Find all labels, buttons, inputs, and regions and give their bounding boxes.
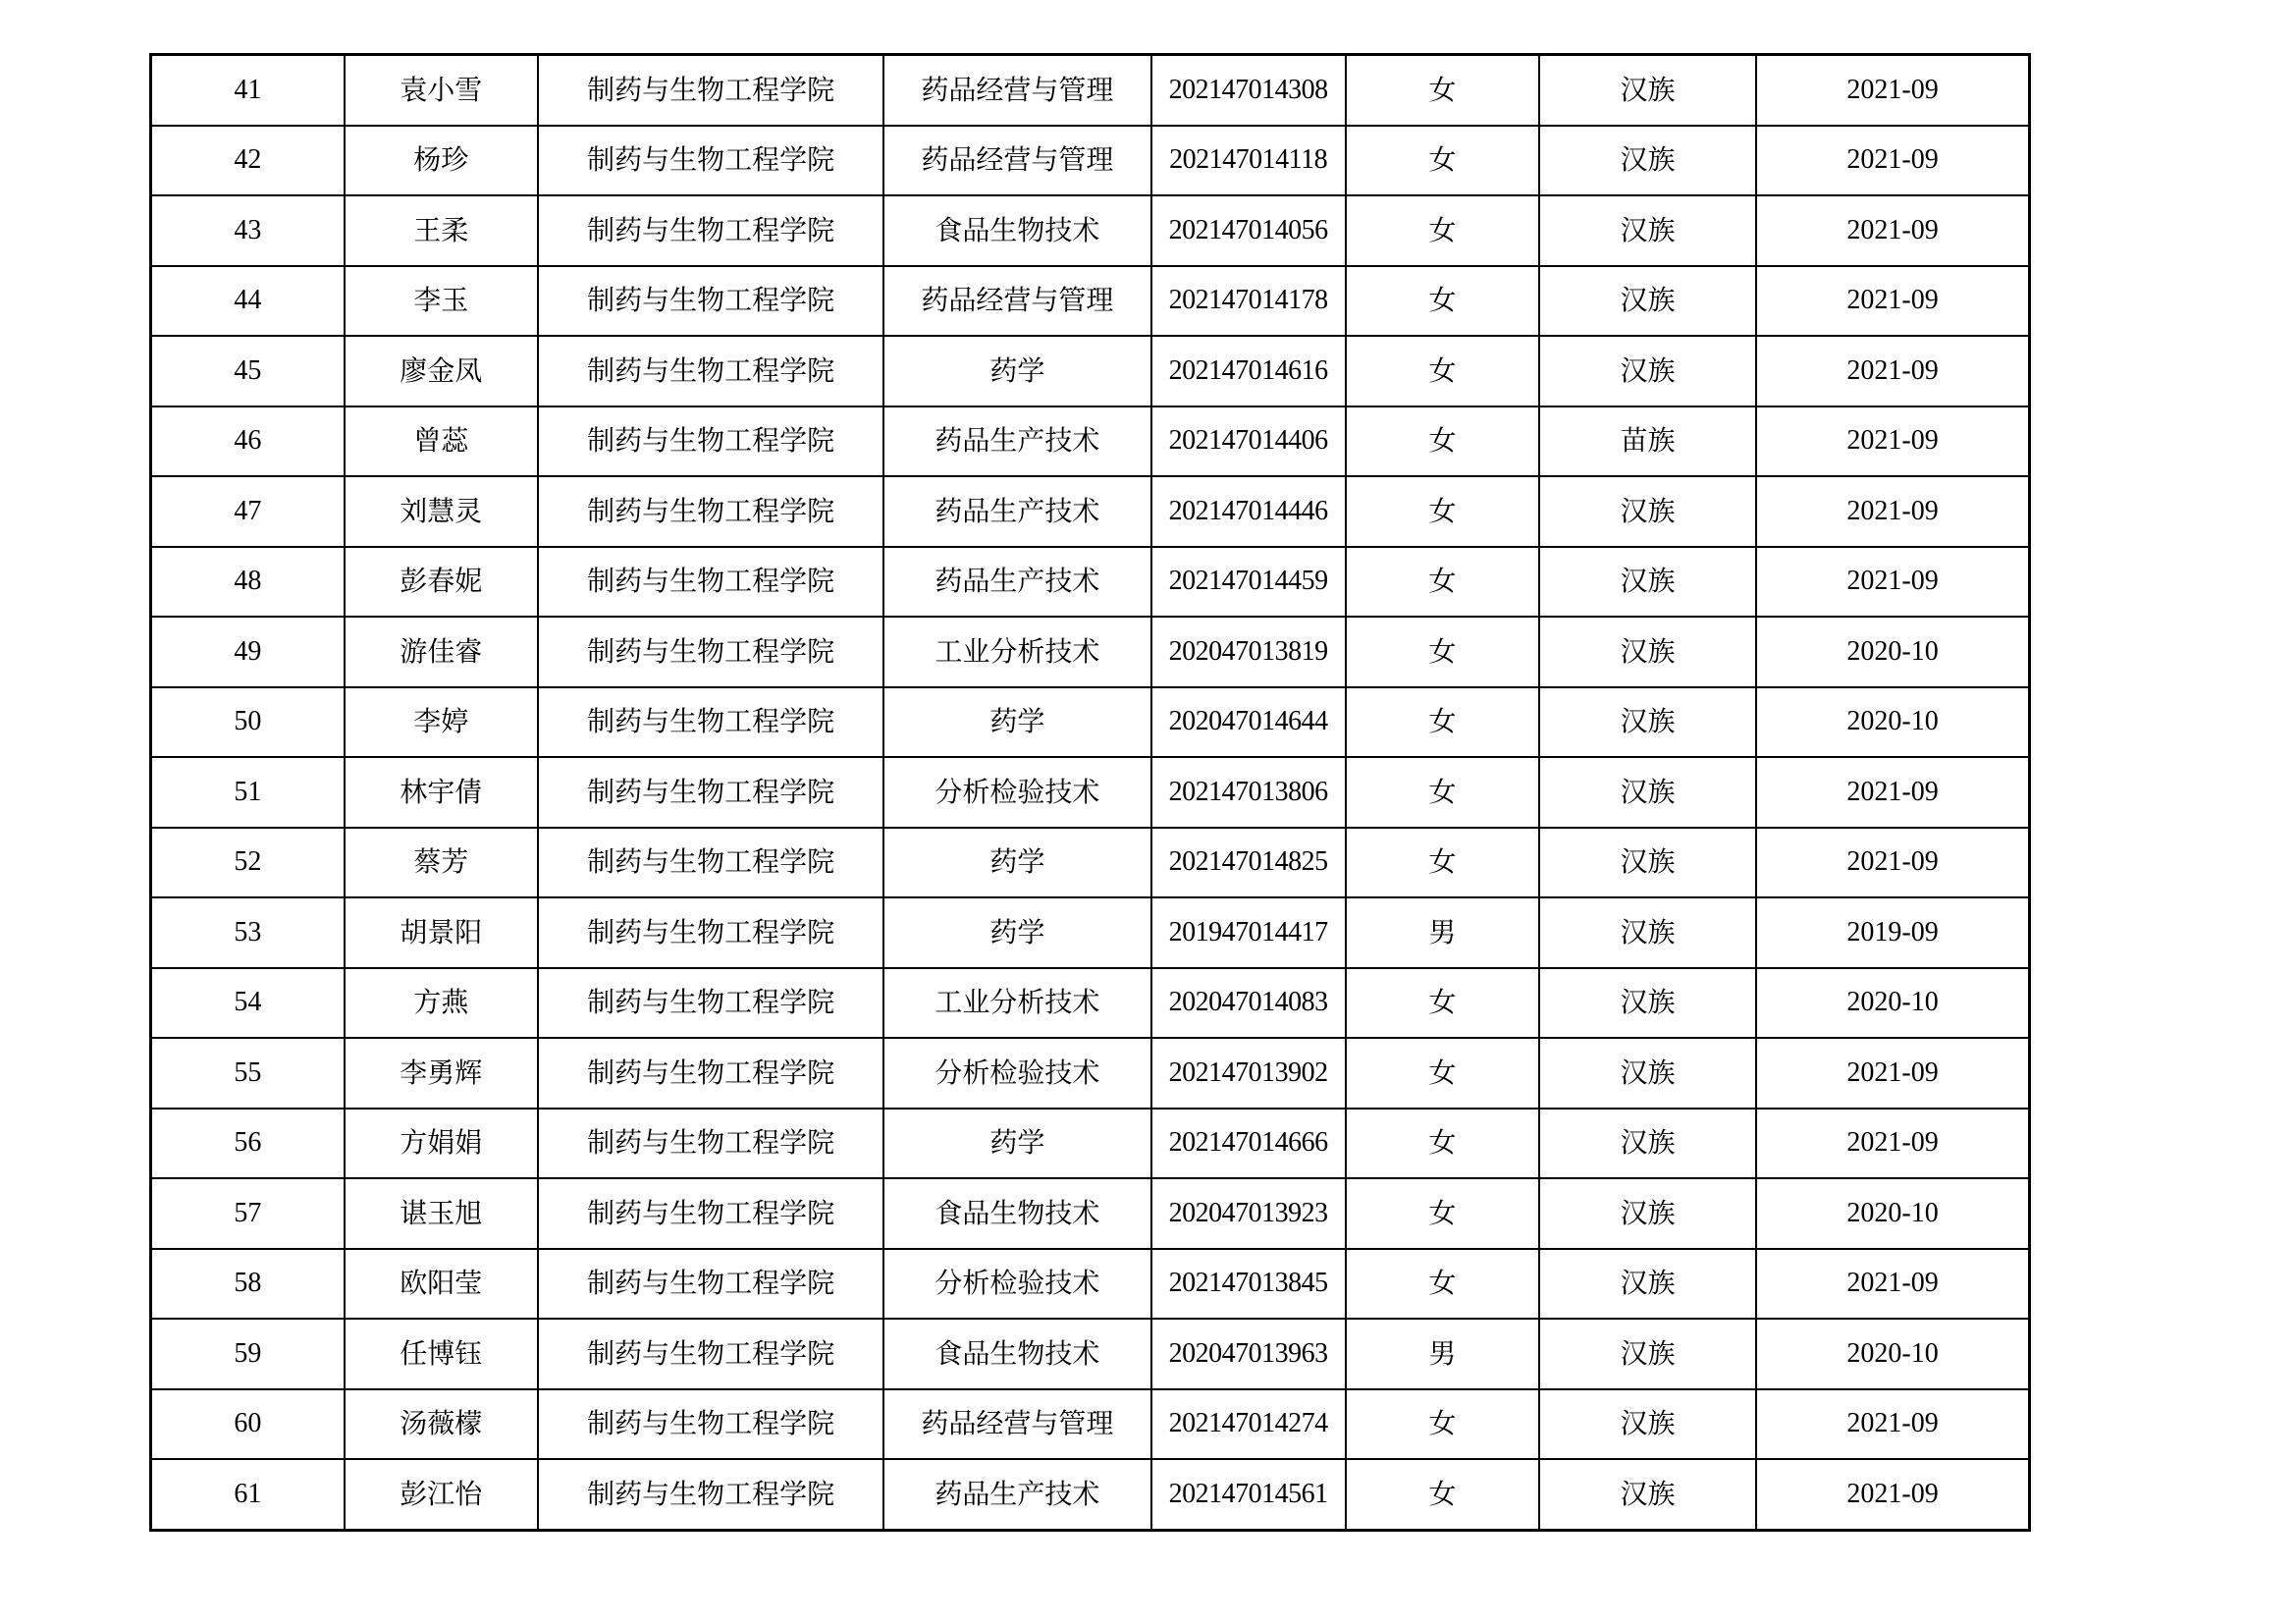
name-cell: 方娟娟 [345, 1109, 538, 1179]
enrollment-date-cell: 2021-09 [1756, 1249, 2029, 1320]
gender-cell: 女 [1346, 687, 1539, 758]
student-roster-table [149, 53, 2031, 1532]
student-id-cell: 202147014056 [1151, 195, 1346, 266]
major-cell: 药品经营与管理 [883, 55, 1150, 126]
row-number-cell: 52 [151, 828, 345, 898]
enrollment-date-cell: 2021-09 [1756, 266, 2029, 337]
row-number-cell: 58 [151, 1249, 345, 1320]
major-cell: 药品经营与管理 [883, 1389, 1150, 1460]
enrollment-date-cell: 2021-09 [1756, 1038, 2029, 1109]
name-cell: 李玉 [345, 266, 538, 337]
row-number-cell: 48 [151, 547, 345, 618]
table-row [151, 757, 2030, 828]
college-cell: 制药与生物工程学院 [538, 195, 883, 266]
gender-cell: 女 [1346, 336, 1539, 406]
student-id-cell: 202047013963 [1151, 1319, 1346, 1389]
table-row [151, 406, 2030, 477]
row-number-cell: 50 [151, 687, 345, 758]
major-cell: 分析检验技术 [883, 757, 1150, 828]
gender-cell: 女 [1346, 547, 1539, 618]
enrollment-date-cell: 2021-09 [1756, 757, 2029, 828]
major-cell: 食品生物技术 [883, 1178, 1150, 1249]
row-number-cell: 60 [151, 1389, 345, 1460]
gender-cell: 女 [1346, 55, 1539, 126]
ethnicity-cell: 汉族 [1539, 547, 1756, 618]
table-row [151, 1038, 2030, 1109]
ethnicity-cell: 苗族 [1539, 406, 1756, 477]
ethnicity-cell: 汉族 [1539, 968, 1756, 1039]
gender-cell: 男 [1346, 897, 1539, 968]
row-number-cell: 42 [151, 126, 345, 196]
college-cell: 制药与生物工程学院 [538, 406, 883, 477]
major-cell: 分析检验技术 [883, 1038, 1150, 1109]
row-number-cell: 46 [151, 406, 345, 477]
enrollment-date-cell: 2020-10 [1756, 1178, 2029, 1249]
name-cell: 刘慧灵 [345, 476, 538, 547]
row-number-cell: 61 [151, 1459, 345, 1530]
gender-cell: 女 [1346, 1459, 1539, 1530]
table-row [151, 1389, 2030, 1460]
college-cell: 制药与生物工程学院 [538, 126, 883, 196]
gender-cell: 女 [1346, 1178, 1539, 1249]
gender-cell: 男 [1346, 1319, 1539, 1389]
gender-cell: 女 [1346, 757, 1539, 828]
table-row [151, 1319, 2030, 1389]
major-cell: 药学 [883, 336, 1150, 406]
ethnicity-cell: 汉族 [1539, 687, 1756, 758]
enrollment-date-cell: 2021-09 [1756, 126, 2029, 196]
student-id-cell: 202147014308 [1151, 55, 1346, 126]
name-cell: 李婷 [345, 687, 538, 758]
college-cell: 制药与生物工程学院 [538, 757, 883, 828]
row-number-cell: 44 [151, 266, 345, 337]
major-cell: 药品经营与管理 [883, 126, 1150, 196]
ethnicity-cell: 汉族 [1539, 1389, 1756, 1460]
row-number-cell: 55 [151, 1038, 345, 1109]
table-row [151, 828, 2030, 898]
student-id-cell: 202147013902 [1151, 1038, 1346, 1109]
major-cell: 工业分析技术 [883, 617, 1150, 687]
row-number-cell: 53 [151, 897, 345, 968]
name-cell: 林宇倩 [345, 757, 538, 828]
enrollment-date-cell: 2021-09 [1756, 406, 2029, 477]
major-cell: 工业分析技术 [883, 968, 1150, 1039]
major-cell: 药品生产技术 [883, 1459, 1150, 1530]
gender-cell: 女 [1346, 126, 1539, 196]
name-cell: 彭江怡 [345, 1459, 538, 1530]
major-cell: 药品生产技术 [883, 406, 1150, 477]
enrollment-date-cell: 2021-09 [1756, 195, 2029, 266]
major-cell: 食品生物技术 [883, 195, 1150, 266]
student-id-cell: 202147014118 [1151, 126, 1346, 196]
ethnicity-cell: 汉族 [1539, 1038, 1756, 1109]
enrollment-date-cell: 2020-10 [1756, 687, 2029, 758]
student-id-cell: 201947014417 [1151, 897, 1346, 968]
college-cell: 制药与生物工程学院 [538, 476, 883, 547]
ethnicity-cell: 汉族 [1539, 1109, 1756, 1179]
college-cell: 制药与生物工程学院 [538, 1459, 883, 1530]
student-id-cell: 202147014274 [1151, 1389, 1346, 1460]
enrollment-date-cell: 2021-09 [1756, 1109, 2029, 1179]
student-id-cell: 202047014083 [1151, 968, 1346, 1039]
student-id-cell: 202147014178 [1151, 266, 1346, 337]
gender-cell: 女 [1346, 195, 1539, 266]
ethnicity-cell: 汉族 [1539, 336, 1756, 406]
row-number-cell: 51 [151, 757, 345, 828]
ethnicity-cell: 汉族 [1539, 195, 1756, 266]
major-cell: 药品生产技术 [883, 547, 1150, 618]
table-row [151, 617, 2030, 687]
college-cell: 制药与生物工程学院 [538, 897, 883, 968]
table-row [151, 266, 2030, 337]
major-cell: 药学 [883, 687, 1150, 758]
major-cell: 分析检验技术 [883, 1249, 1150, 1320]
table-row [151, 55, 2030, 126]
gender-cell: 女 [1346, 968, 1539, 1039]
table-row [151, 1249, 2030, 1320]
ethnicity-cell: 汉族 [1539, 617, 1756, 687]
ethnicity-cell: 汉族 [1539, 266, 1756, 337]
student-id-cell: 202147014406 [1151, 406, 1346, 477]
name-cell: 王柔 [345, 195, 538, 266]
row-number-cell: 54 [151, 968, 345, 1039]
table-row [151, 1178, 2030, 1249]
major-cell: 药品生产技术 [883, 476, 1150, 547]
major-cell: 食品生物技术 [883, 1319, 1150, 1389]
student-id-cell: 202147014666 [1151, 1109, 1346, 1179]
name-cell: 李勇辉 [345, 1038, 538, 1109]
ethnicity-cell: 汉族 [1539, 757, 1756, 828]
table-row [151, 968, 2030, 1039]
name-cell: 廖金凤 [345, 336, 538, 406]
ethnicity-cell: 汉族 [1539, 1178, 1756, 1249]
gender-cell: 女 [1346, 266, 1539, 337]
enrollment-date-cell: 2020-10 [1756, 968, 2029, 1039]
ethnicity-cell: 汉族 [1539, 55, 1756, 126]
gender-cell: 女 [1346, 1249, 1539, 1320]
enrollment-date-cell: 2021-09 [1756, 828, 2029, 898]
name-cell: 蔡芳 [345, 828, 538, 898]
row-number-cell: 47 [151, 476, 345, 547]
name-cell: 袁小雪 [345, 55, 538, 126]
college-cell: 制药与生物工程学院 [538, 1038, 883, 1109]
ethnicity-cell: 汉族 [1539, 1459, 1756, 1530]
college-cell: 制药与生物工程学院 [538, 968, 883, 1039]
name-cell: 欧阳莹 [345, 1249, 538, 1320]
row-number-cell: 56 [151, 1109, 345, 1179]
enrollment-date-cell: 2020-10 [1756, 617, 2029, 687]
name-cell: 游佳睿 [345, 617, 538, 687]
major-cell: 药学 [883, 828, 1150, 898]
row-number-cell: 49 [151, 617, 345, 687]
college-cell: 制药与生物工程学院 [538, 266, 883, 337]
college-cell: 制药与生物工程学院 [538, 547, 883, 618]
college-cell: 制药与生物工程学院 [538, 617, 883, 687]
name-cell: 胡景阳 [345, 897, 538, 968]
college-cell: 制药与生物工程学院 [538, 1319, 883, 1389]
college-cell: 制药与生物工程学院 [538, 1249, 883, 1320]
enrollment-date-cell: 2020-10 [1756, 1319, 2029, 1389]
enrollment-date-cell: 2021-09 [1756, 336, 2029, 406]
student-id-cell: 202147013806 [1151, 757, 1346, 828]
table-row [151, 336, 2030, 406]
name-cell: 彭春妮 [345, 547, 538, 618]
table-row [151, 687, 2030, 758]
gender-cell: 女 [1346, 828, 1539, 898]
college-cell: 制药与生物工程学院 [538, 1178, 883, 1249]
major-cell: 药品经营与管理 [883, 266, 1150, 337]
row-number-cell: 43 [151, 195, 345, 266]
table-row [151, 476, 2030, 547]
table-row [151, 126, 2030, 196]
student-id-cell: 202147014825 [1151, 828, 1346, 898]
row-number-cell: 59 [151, 1319, 345, 1389]
student-id-cell: 202047014644 [1151, 687, 1346, 758]
gender-cell: 女 [1346, 1389, 1539, 1460]
ethnicity-cell: 汉族 [1539, 126, 1756, 196]
name-cell: 谌玉旭 [345, 1178, 538, 1249]
row-number-cell: 41 [151, 55, 345, 126]
enrollment-date-cell: 2021-09 [1756, 1459, 2029, 1530]
college-cell: 制药与生物工程学院 [538, 1389, 883, 1460]
student-id-cell: 202147014616 [1151, 336, 1346, 406]
major-cell: 药学 [883, 897, 1150, 968]
enrollment-date-cell: 2019-09 [1756, 897, 2029, 968]
table-body [151, 55, 2030, 1531]
gender-cell: 女 [1346, 617, 1539, 687]
enrollment-date-cell: 2021-09 [1756, 547, 2029, 618]
name-cell: 杨珍 [345, 126, 538, 196]
table-row [151, 547, 2030, 618]
enrollment-date-cell: 2021-09 [1756, 55, 2029, 126]
enrollment-date-cell: 2021-09 [1756, 1389, 2029, 1460]
ethnicity-cell: 汉族 [1539, 897, 1756, 968]
ethnicity-cell: 汉族 [1539, 1249, 1756, 1320]
major-cell: 药学 [883, 1109, 1150, 1179]
gender-cell: 女 [1346, 1038, 1539, 1109]
name-cell: 方燕 [345, 968, 538, 1039]
name-cell: 曾蕊 [345, 406, 538, 477]
college-cell: 制药与生物工程学院 [538, 828, 883, 898]
gender-cell: 女 [1346, 1109, 1539, 1179]
enrollment-date-cell: 2021-09 [1756, 476, 2029, 547]
name-cell: 任博钰 [345, 1319, 538, 1389]
table-row [151, 1109, 2030, 1179]
table-row [151, 195, 2030, 266]
table-row [151, 1459, 2030, 1530]
name-cell: 汤薇檬 [345, 1389, 538, 1460]
gender-cell: 女 [1346, 476, 1539, 547]
student-id-cell: 202147014561 [1151, 1459, 1346, 1530]
row-number-cell: 45 [151, 336, 345, 406]
gender-cell: 女 [1346, 406, 1539, 477]
ethnicity-cell: 汉族 [1539, 476, 1756, 547]
college-cell: 制药与生物工程学院 [538, 336, 883, 406]
student-id-cell: 202147014446 [1151, 476, 1346, 547]
ethnicity-cell: 汉族 [1539, 828, 1756, 898]
college-cell: 制药与生物工程学院 [538, 55, 883, 126]
student-id-cell: 202047013819 [1151, 617, 1346, 687]
table-row [151, 897, 2030, 968]
college-cell: 制药与生物工程学院 [538, 1109, 883, 1179]
student-id-cell: 202047013923 [1151, 1178, 1346, 1249]
ethnicity-cell: 汉族 [1539, 1319, 1756, 1389]
row-number-cell: 57 [151, 1178, 345, 1249]
student-id-cell: 202147014459 [1151, 547, 1346, 618]
college-cell: 制药与生物工程学院 [538, 687, 883, 758]
student-id-cell: 202147013845 [1151, 1249, 1346, 1320]
